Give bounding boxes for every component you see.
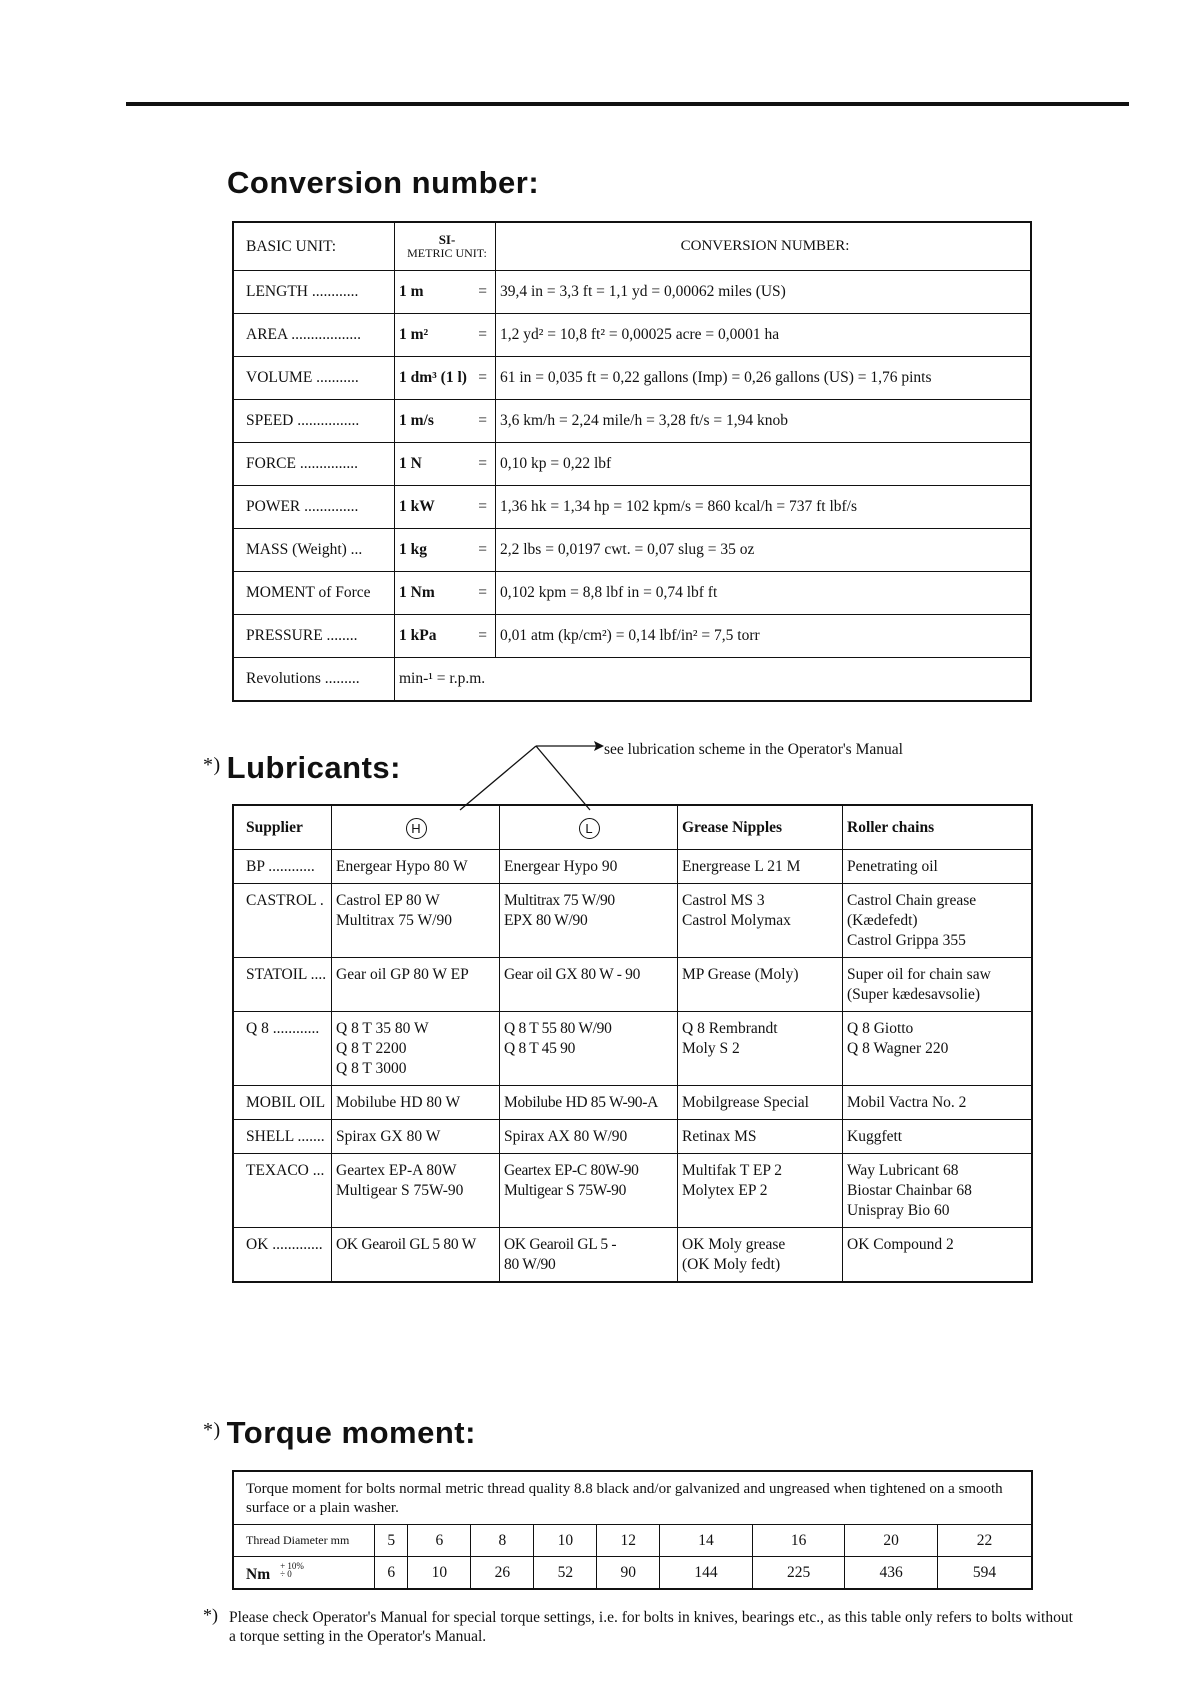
annotation-arrows [440, 735, 610, 815]
h-lubricant-cell: OK Gearoil GL 5 80 W [332, 1228, 500, 1283]
si-unit-value: 1 dm³ (1 l) [399, 369, 467, 386]
si-unit-value: 1 kg [399, 541, 427, 558]
thread-diameter-value: 5 [375, 1525, 408, 1557]
nm-value: 90 [597, 1557, 660, 1590]
revolutions-row [233, 658, 1031, 702]
si-unit [395, 572, 496, 615]
equals-sign: = [478, 283, 487, 300]
grease-nipples-cell: Q 8 Rembrandt Moly S 2 [678, 1012, 843, 1086]
si-unit [395, 486, 496, 529]
si-unit-value: 1 m [399, 283, 424, 300]
roller-chains-cell: Castrol Chain grease (Kædefedt) Castrol Grippa 355 [843, 884, 1033, 958]
nm-label: Nm + 10% ÷ 0 [233, 1557, 375, 1590]
h-lubricant-cell: Mobilube HD 80 W [332, 1086, 500, 1120]
thread-diameter-value: 20 [845, 1525, 938, 1557]
conversion-value: 0,10 kp = 0,22 lbf [496, 443, 1032, 486]
supplier-cell: STATOIL .... [233, 958, 332, 1012]
l-lubricant-cell: Q 8 T 55 80 W/90 Q 8 T 45 90 [500, 1012, 678, 1086]
conversion-title: Conversion number: [227, 165, 540, 200]
h-lubricant-cell: Spirax GX 80 W [332, 1120, 500, 1154]
conversion-number-header: CONVERSION NUMBER: [496, 222, 1032, 271]
lubricants-table [232, 804, 1033, 1283]
nm-value: 594 [937, 1557, 1032, 1590]
lubricant-row [233, 1154, 1032, 1228]
lubricant-row [233, 1012, 1032, 1086]
lubricant-row [233, 1120, 1032, 1154]
basic-unit: MOMENT of Force [233, 572, 395, 615]
si-unit [395, 615, 496, 658]
torque-intro: Torque moment for bolts normal metric thread quality 8.8 black and/or galvanized and ungreased when tightened on a smooth surface or a plain washer. [233, 1471, 1032, 1525]
grease-nipples-header: Grease Nipples [678, 805, 843, 850]
si-unit-header: SI- METRIC UNIT: [395, 222, 496, 271]
supplier-cell: Q 8 ............ [233, 1012, 332, 1086]
grease-nipples-cell: Multifak T EP 2 Molytex EP 2 [678, 1154, 843, 1228]
l-lubricant-cell: Energear Hypo 90 [500, 850, 678, 884]
si-unit-value: 1 N [399, 455, 422, 472]
basic-unit: VOLUME ........... [233, 357, 395, 400]
thread-diameter-row [233, 1525, 1032, 1557]
lubricant-row [233, 1228, 1032, 1283]
supplier-cell: CASTROL . [233, 884, 332, 958]
basic-unit: FORCE ............... [233, 443, 395, 486]
equals-sign: = [478, 498, 487, 515]
l-lubricant-cell: Mobilube HD 85 W-90-A [500, 1086, 678, 1120]
pointer-line-l [536, 746, 590, 810]
h-circle-icon: H [406, 818, 427, 839]
thread-diameter-value: 10 [534, 1525, 597, 1557]
nm-value: 144 [660, 1557, 753, 1590]
pointer-line-h [460, 746, 536, 810]
nm-value: 52 [534, 1557, 597, 1590]
lubricants-header-row [233, 805, 1032, 850]
nm-row [233, 1557, 1032, 1590]
nm-value: 225 [752, 1557, 845, 1590]
l-lubricant-cell: Spirax AX 80 W/90 [500, 1120, 678, 1154]
roller-chains-cell: Kuggfett [843, 1120, 1033, 1154]
h-lubricant-cell: Q 8 T 35 80 W Q 8 T 2200 Q 8 T 3000 [332, 1012, 500, 1086]
grease-nipples-cell: Castrol MS 3 Castrol Molymax [678, 884, 843, 958]
conversion-value: 0,01 atm (kp/cm²) = 0,14 lbf/in² = 7,5 torr [496, 615, 1032, 658]
top-rule [126, 102, 1129, 106]
basic-unit: POWER .............. [233, 486, 395, 529]
h-lubricant-cell: Geartex EP-A 80W Multigear S 75W-90 [332, 1154, 500, 1228]
si-unit-value: 1 kPa [399, 627, 437, 644]
roller-chains-cell: Super oil for chain saw (Super kædesavsolie) [843, 958, 1033, 1012]
conversion-row [233, 314, 1031, 357]
l-lubricant-cell: Gear oil GX 80 W - 90 [500, 958, 678, 1012]
conversion-value: 3,6 km/h = 2,24 mile/h = 3,28 ft/s = 1,94 knob [496, 400, 1032, 443]
thread-diameter-value: 22 [937, 1525, 1032, 1557]
grease-nipples-cell: Retinax MS [678, 1120, 843, 1154]
lubricants-title: *) Lubricants: [203, 750, 401, 785]
conversion-row [233, 615, 1031, 658]
l-header [500, 805, 678, 850]
roller-chains-header: Roller chains [843, 805, 1033, 850]
nm-value: 10 [408, 1557, 471, 1590]
l-lubricant-cell: Geartex EP-C 80W-90 Multigear S 75W-90 [500, 1154, 678, 1228]
thread-diameter-value: 6 [408, 1525, 471, 1557]
tolerance: + 10% ÷ 0 [280, 1560, 304, 1579]
equals-sign: = [478, 541, 487, 558]
conversion-row [233, 271, 1031, 314]
roller-chains-cell: OK Compound 2 [843, 1228, 1033, 1283]
supplier-cell: MOBIL OIL [233, 1086, 332, 1120]
lubricant-row [233, 850, 1032, 884]
si-unit [395, 357, 496, 400]
conversion-row [233, 357, 1031, 400]
torque-intro-row [233, 1471, 1032, 1525]
conversion-value: 1,2 yd² = 10,8 ft² = 0,00025 acre = 0,0001 ha [496, 314, 1032, 357]
grease-nipples-cell: OK Moly grease (OK Moly fedt) [678, 1228, 843, 1283]
grease-nipples-cell: Mobilgrease Special [678, 1086, 843, 1120]
h-header [332, 805, 500, 850]
grease-nipples-cell: Energrease L 21 M [678, 850, 843, 884]
h-lubricant-cell: Gear oil GP 80 W EP [332, 958, 500, 1012]
nm-value: 26 [471, 1557, 534, 1590]
equals-sign: = [478, 455, 487, 472]
lubricant-row [233, 884, 1032, 958]
si-unit-value: 1 m² [399, 326, 429, 343]
l-lubricant-cell: OK Gearoil GL 5 - 80 W/90 [500, 1228, 678, 1283]
equals-sign: = [478, 584, 487, 601]
lubrication-annotation: see lubrication scheme in the Operator's Manual [604, 741, 903, 758]
roller-chains-cell: Mobil Vactra No. 2 [843, 1086, 1033, 1120]
conversion-value: 2,2 lbs = 0,0197 cwt. = 0,07 slug = 35 oz [496, 529, 1032, 572]
revolutions-value: min-¹ = r.p.m. [395, 658, 1032, 702]
equals-sign: = [478, 412, 487, 429]
torque-title: *) Torque moment: [203, 1415, 476, 1450]
h-lubricant-cell: Castrol EP 80 W Multitrax 75 W/90 [332, 884, 500, 958]
conversion-row [233, 529, 1031, 572]
conversion-row [233, 400, 1031, 443]
si-unit [395, 529, 496, 572]
si-unit [395, 443, 496, 486]
si-unit-value: 1 m/s [399, 412, 434, 429]
conversion-row [233, 443, 1031, 486]
conversion-value: 0,102 kpm = 8,8 lbf in = 0,74 lbf ft [496, 572, 1032, 615]
basic-unit: LENGTH ............ [233, 271, 395, 314]
si-unit [395, 400, 496, 443]
conversion-value: 39,4 in = 3,3 ft = 1,1 yd = 0,00062 miles (US) [496, 271, 1032, 314]
l-circle-icon: L [579, 818, 600, 839]
conversion-table [232, 221, 1032, 702]
footnote-text: Please check Operator's Manual for special torque settings, i.e. for bolts in knives, bearings etc., as this table only refers to bolts without a torque setting in the Operator's Manual. [229, 1609, 1073, 1645]
grease-nipples-cell: MP Grease (Moly) [678, 958, 843, 1012]
si-unit-value: 1 kW [399, 498, 435, 515]
basic-unit: AREA .................. [233, 314, 395, 357]
roller-chains-cell: Penetrating oil [843, 850, 1033, 884]
supplier-cell: OK ............. [233, 1228, 332, 1283]
nm-value: 6 [375, 1557, 408, 1590]
torque-footnote [203, 1605, 1083, 1646]
basic-unit: PRESSURE ........ [233, 615, 395, 658]
supplier-cell: BP ............ [233, 850, 332, 884]
si-unit [395, 271, 496, 314]
h-lubricant-cell: Energear Hypo 80 W [332, 850, 500, 884]
footnote-star: *) [203, 1605, 218, 1625]
thread-diameter-label: Thread Diameter mm [233, 1525, 375, 1557]
basic-unit: MASS (Weight) ... [233, 529, 395, 572]
supplier-cell: SHELL ....... [233, 1120, 332, 1154]
revolutions-label: Revolutions ......... [233, 658, 395, 702]
nm-value: 436 [845, 1557, 938, 1590]
torque-table [232, 1470, 1033, 1590]
lubricant-row [233, 1086, 1032, 1120]
conversion-row [233, 572, 1031, 615]
equals-sign: = [478, 369, 487, 386]
conversion-value: 61 in = 0,035 ft = 0,22 gallons (Imp) = 0,26 gallons (US) = 1,76 pints [496, 357, 1032, 400]
roller-chains-cell: Q 8 Giotto Q 8 Wagner 220 [843, 1012, 1033, 1086]
conversion-value: 1,36 hk = 1,34 hp = 102 kpm/s = 860 kcal/h = 737 ft lbf/s [496, 486, 1032, 529]
lubricant-row [233, 958, 1032, 1012]
thread-diameter-value: 14 [660, 1525, 753, 1557]
l-lubricant-cell: Multitrax 75 W/90 EPX 80 W/90 [500, 884, 678, 958]
thread-diameter-value: 8 [471, 1525, 534, 1557]
thread-diameter-value: 12 [597, 1525, 660, 1557]
conversion-row [233, 486, 1031, 529]
equals-sign: = [478, 326, 487, 343]
basic-unit: SPEED ................ [233, 400, 395, 443]
supplier-cell: TEXACO ... [233, 1154, 332, 1228]
thread-diameter-value: 16 [752, 1525, 845, 1557]
conversion-header-row [233, 222, 1031, 271]
roller-chains-cell: Way Lubricant 68 Biostar Chainbar 68 Unispray Bio 60 [843, 1154, 1033, 1228]
basic-unit-header: BASIC UNIT: [233, 222, 395, 271]
supplier-header: Supplier [233, 805, 332, 850]
si-unit-value: 1 Nm [399, 584, 435, 601]
equals-sign: = [478, 627, 487, 644]
si-unit [395, 314, 496, 357]
